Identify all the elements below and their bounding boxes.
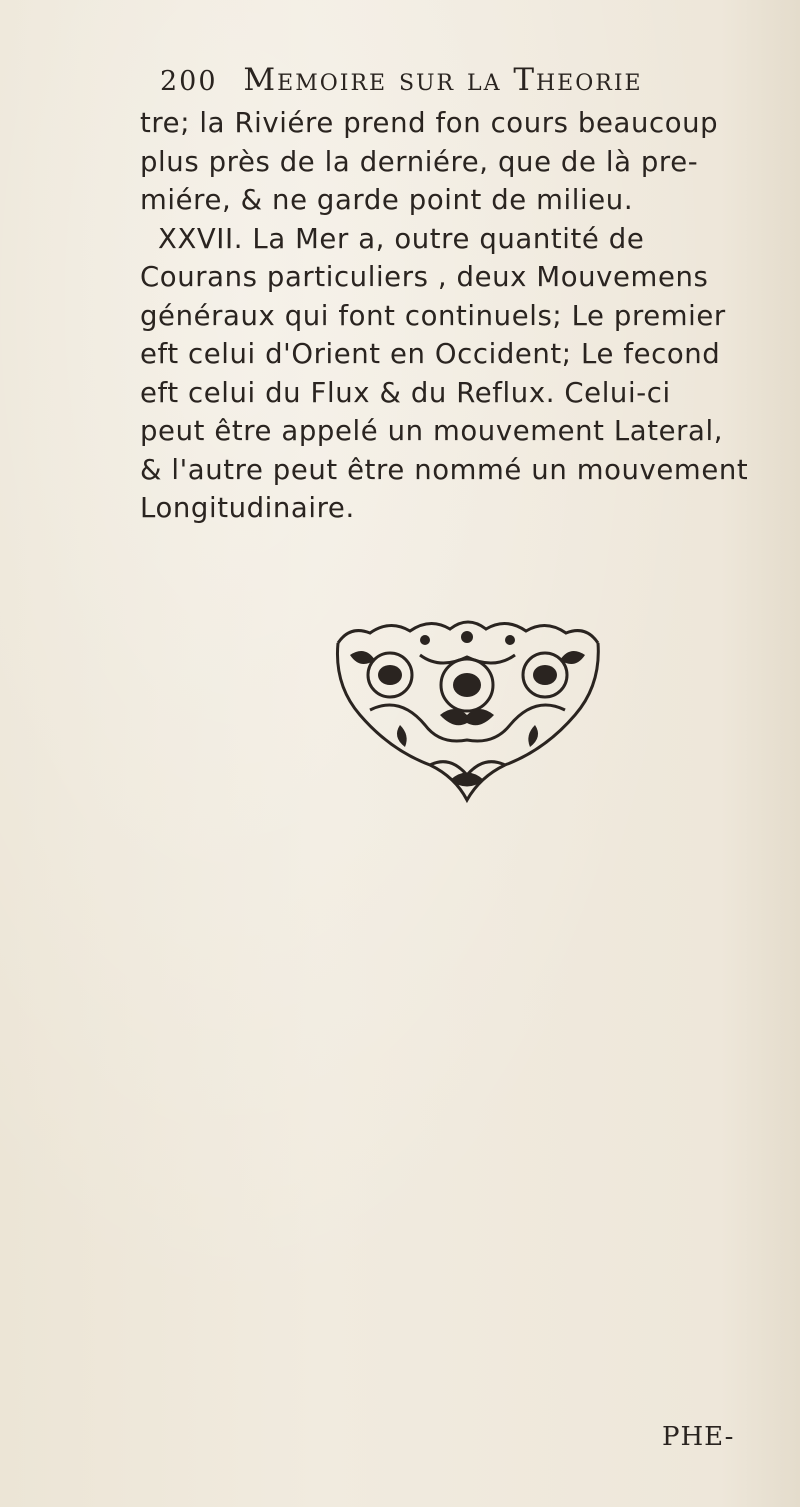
- text-line: & l'autre peut être nommé un mouvement: [140, 453, 749, 486]
- text-line: eft celui du Flux & du Reflux. Celui-ci: [140, 376, 671, 409]
- text-line: eft celui d'Orient en Occident; Le fecond: [140, 338, 721, 370]
- running-head: [160, 62, 780, 98]
- catchword: PHE-: [662, 1422, 735, 1452]
- text-line: plus près de la derniére, que de là pre-: [140, 145, 699, 178]
- text-line: XXVII. La Mer a, outre quantité de: [158, 222, 645, 255]
- text-line: Courans particuliers , deux Mouvemens: [140, 261, 709, 293]
- text-line: Longitudinaire.: [140, 492, 355, 524]
- page-number: 200: [160, 66, 218, 97]
- floral-tailpiece-icon: [330, 615, 605, 805]
- text-line: tre; la Riviére prend fon cours beaucoup: [140, 107, 719, 139]
- text-line: miére, & ne garde point de milieu.: [140, 184, 634, 216]
- body-text: [140, 104, 780, 528]
- text-line: généraux qui font continuels; Le premier: [140, 299, 726, 332]
- text-line: peut être appelé un mouvement Lateral,: [140, 415, 724, 447]
- running-title: Memoire sur la Theorie: [243, 62, 643, 98]
